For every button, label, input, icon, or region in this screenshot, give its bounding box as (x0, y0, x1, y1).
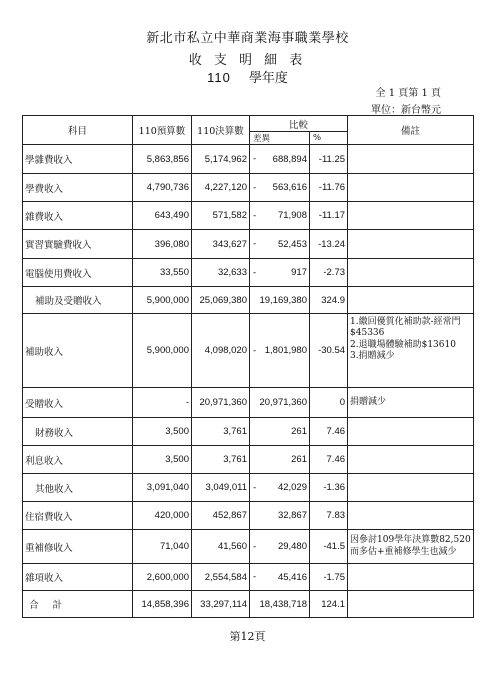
year-label: 學年度 (248, 71, 288, 86)
row-subject: 學雜費收入 (23, 145, 133, 174)
statement-table (22, 115, 474, 618)
total-budget: 14,858,396 (133, 591, 192, 618)
row-pct: 7.46 (310, 446, 348, 474)
row-final: 3,761 (192, 446, 250, 474)
year-number: 110 (207, 70, 231, 85)
row-pct: -11.17 (310, 202, 348, 230)
table-row (23, 474, 474, 502)
row-pct: 7.46 (310, 418, 348, 446)
row-diff-sign: - (253, 482, 257, 493)
total-label: 合計 (23, 591, 133, 618)
total-pct: 124.1 (310, 591, 348, 618)
row-subject: 重補修收入 (23, 530, 133, 564)
row-pct: -1.36 (310, 474, 348, 502)
row-final: 25,069,380 (192, 287, 250, 314)
row-diff-sign: - (253, 267, 257, 278)
row-pct: -13.24 (310, 230, 348, 259)
row-final: 20,971,360 (192, 388, 250, 418)
row-note (348, 446, 474, 474)
row-subject: 住宿費收入 (23, 502, 133, 530)
table-row (23, 446, 474, 474)
row-note (348, 314, 474, 388)
row-pct: -2.73 (310, 259, 348, 287)
row-diff (250, 388, 310, 418)
row-diff-value: 45,416 (277, 571, 307, 583)
row-final: 452,867 (192, 502, 250, 530)
row-diff-value: 261 (291, 454, 307, 465)
col-budget: 110預算數 (133, 116, 192, 145)
row-diff-value: 261 (291, 426, 307, 437)
row-final: 5,174,962 (192, 145, 250, 174)
row-subject: 雜項收入 (23, 564, 133, 591)
row-diff-sign: - (253, 210, 257, 221)
row-pct: -41.5 (310, 530, 348, 564)
table-row (23, 564, 474, 591)
row-diff-sign: - (253, 182, 257, 193)
table-row (23, 314, 474, 388)
row-final: 343,627 (192, 230, 250, 259)
row-budget: 5,863,856 (133, 145, 192, 174)
row-diff-value: 563,616 (272, 182, 307, 193)
row-diff-value: 42,029 (277, 482, 307, 493)
row-diff (250, 474, 310, 502)
row-diff-value: 1,801,980 (264, 345, 307, 356)
row-subject: 受贈收入 (23, 388, 133, 418)
row-diff (250, 202, 310, 230)
row-note-text: 捐贈減少 (350, 396, 387, 407)
col-note: 備註 (348, 116, 474, 145)
total-final: 33,297,114 (192, 591, 250, 618)
total-row (23, 591, 474, 618)
total-diff: 18,438,718 (250, 591, 310, 618)
row-subject: 補助收入 (23, 314, 133, 388)
row-note (348, 418, 474, 446)
row-note (348, 474, 474, 502)
row-note-text: 因參討109學年決算數82,520 而多估+重補修學生也減少 (350, 535, 471, 557)
row-diff (250, 564, 310, 591)
row-final: 4,098,020 (192, 314, 250, 388)
row-pct: 0 (310, 388, 348, 418)
row-diff (250, 230, 310, 259)
table-row (23, 418, 474, 446)
row-subject: 電腦使用費收入 (23, 259, 133, 287)
row-diff (250, 530, 310, 564)
row-subject: 雜費收入 (23, 202, 133, 230)
row-subject: 其他收入 (23, 474, 133, 502)
col-subject: 科目 (23, 116, 133, 145)
row-pct: 324.9 (310, 287, 348, 314)
row-budget: 5,900,000 (133, 287, 192, 314)
row-note (348, 202, 474, 230)
row-final: 2,554,584 (192, 564, 250, 591)
col-compare: 比較 (250, 116, 348, 132)
row-budget: 3,500 (133, 446, 192, 474)
table-row (23, 388, 474, 418)
table-row (23, 287, 474, 314)
row-diff (250, 287, 310, 314)
row-note (348, 174, 474, 202)
row-note (348, 259, 474, 287)
row-note (348, 230, 474, 259)
row-diff (250, 446, 310, 474)
row-diff-sign: - (253, 345, 257, 356)
row-subject: 財務收入 (23, 418, 133, 446)
row-diff-sign: - (253, 571, 257, 583)
row-pct: -11.25 (310, 145, 348, 174)
row-diff-value: 20,971,360 (259, 397, 307, 408)
col-diff: 差異 (250, 132, 310, 145)
row-budget: 33,550 (133, 259, 192, 287)
table-row (23, 202, 474, 230)
table-row (23, 174, 474, 202)
row-budget: 643,490 (133, 202, 192, 230)
row-budget: 5,900,000 (133, 314, 192, 388)
row-pct: -30.54 (310, 314, 348, 388)
row-final: 3,761 (192, 418, 250, 446)
table-row (23, 530, 474, 564)
row-note (348, 530, 474, 564)
row-subject: 補助及受贈收入 (23, 287, 133, 314)
row-note (348, 145, 474, 174)
row-note (348, 564, 474, 591)
table-row (23, 502, 474, 530)
row-pct: 7.83 (310, 502, 348, 530)
row-final: 571,582 (192, 202, 250, 230)
row-diff-value: 29,480 (277, 541, 307, 552)
row-final: 3,049,011 (192, 474, 250, 502)
row-budget: - (133, 388, 192, 418)
row-subject: 實習實驗費收入 (23, 230, 133, 259)
row-note (348, 388, 474, 418)
row-budget: 71,040 (133, 530, 192, 564)
row-diff (250, 418, 310, 446)
row-pct: -11.76 (310, 174, 348, 202)
table-row (23, 145, 474, 174)
col-final: 110決算數 (192, 116, 250, 145)
row-diff-value: 688,894 (272, 153, 307, 165)
row-budget: 396,080 (133, 230, 192, 259)
row-budget: 4,790,736 (133, 174, 192, 202)
table-row (23, 259, 474, 287)
school-name: 新北市私立中華商業海事職業學校 (146, 31, 349, 46)
row-diff-value: 917 (291, 267, 307, 278)
row-diff-value: 52,453 (277, 238, 307, 250)
col-pct: % (310, 132, 348, 145)
row-diff-value: 32,867 (277, 510, 307, 521)
row-final: 41,560 (192, 530, 250, 564)
row-diff-value: 19,169,380 (259, 294, 307, 306)
report-title: 收 支 明 細 表 (188, 53, 307, 68)
row-diff (250, 174, 310, 202)
currency-unit: 單位：新台幣元 (371, 105, 441, 116)
row-subject: 利息收入 (23, 446, 133, 474)
row-diff (250, 502, 310, 530)
page-number: 第12頁 (229, 630, 266, 643)
page-count: 全 1 頁第 1 頁 (375, 88, 441, 99)
row-note-text: 1.繳回優質化補助款-經常門 $45336 2.退職場體驗補助$13610 3.捐贈減少 (350, 317, 461, 361)
row-diff-sign: - (253, 153, 257, 165)
row-diff-value: 71,908 (277, 210, 307, 221)
row-diff (250, 259, 310, 287)
total-note (348, 591, 474, 618)
row-budget: 2,600,000 (133, 564, 192, 591)
row-final: 4,227,120 (192, 174, 250, 202)
row-diff (250, 145, 310, 174)
row-note (348, 287, 474, 314)
row-budget: 420,000 (133, 502, 192, 530)
row-budget: 3,500 (133, 418, 192, 446)
row-final: 32,633 (192, 259, 250, 287)
row-pct: -1.75 (310, 564, 348, 591)
row-budget: 3,091,040 (133, 474, 192, 502)
row-diff-sign: - (253, 238, 257, 250)
table-body (23, 145, 474, 618)
row-note (348, 502, 474, 530)
row-diff-sign: - (253, 541, 257, 552)
table-row (23, 230, 474, 259)
row-diff (250, 314, 310, 388)
row-subject: 學費收入 (23, 174, 133, 202)
